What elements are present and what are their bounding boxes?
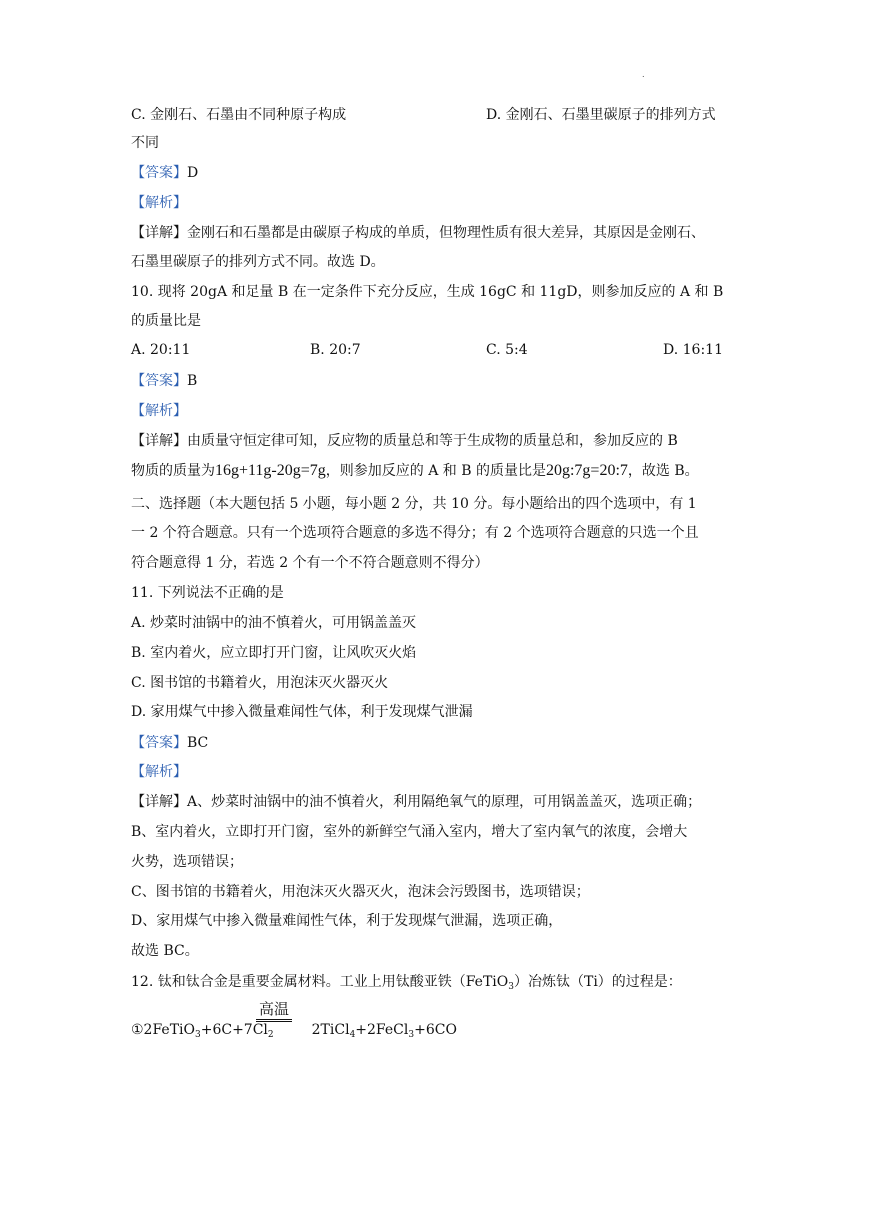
- answer-label: 【答案】: [131, 373, 187, 389]
- detail-label: 【详解】: [131, 794, 187, 810]
- equation-text: +2FeCl: [355, 1022, 409, 1038]
- q9-detail-line-2: 石墨里碳原子的排列方式不同。故选 D。: [131, 254, 385, 270]
- q10-option-b: B. 20:7: [310, 342, 361, 358]
- q10-analysis-label: 【解析】: [131, 403, 187, 419]
- q11-detail-line-6: 故选 BC。: [131, 943, 199, 959]
- condition-label: 高温: [258, 1000, 289, 1018]
- answer-value: D: [187, 165, 199, 181]
- q10-answer: [131, 371, 197, 391]
- q10-stem-line-2: 的质量比是: [131, 313, 201, 329]
- subscript: 3: [194, 1030, 201, 1040]
- answer-label: 【答案】: [131, 165, 187, 181]
- q12-equation-1: [131, 1020, 457, 1040]
- subscript: 3: [408, 1030, 415, 1040]
- q10-option-a: A. 20:11: [131, 342, 191, 358]
- math-expression: 16g+11g-20g=7g: [215, 462, 326, 479]
- answer-value: BC: [187, 735, 209, 751]
- q11-detail-line-5: D、家用煤气中掺入微量难闻性气体，利于发现煤气泄漏，选项正确，: [131, 913, 563, 929]
- stem-text: 12. 钛和钛合金是重要金属材料。工业上用钛酸亚铁（FeTiO: [131, 974, 509, 990]
- math-expression: 20g:7g=20:7: [545, 462, 628, 479]
- subscript: 2: [267, 1030, 274, 1040]
- detail-text: 金刚石和石墨都是由碳原子构成的单质，但物理性质有很大差异，其原因是金刚石、: [187, 225, 705, 241]
- q11-detail-line-4: C、图书馆的书籍着火，用泡沫灭火器灭火，泡沫会污毁图书，选项错误；: [131, 884, 590, 900]
- q11-option-a: A. 炒菜时油锅中的油不慎着火，可用锅盖盖灭: [131, 615, 417, 631]
- reaction-condition: [256, 1000, 292, 1022]
- equation-text: 2TiCl: [311, 1022, 350, 1038]
- page-mark: .: [642, 70, 645, 79]
- detail-text: 物质的质量为: [131, 463, 215, 479]
- detail-text: ，则参加反应的 A 和 B 的质量比是: [325, 463, 546, 479]
- q11-option-d: D. 家用煤气中掺入微量难闻性气体，利于发现煤气泄漏: [131, 704, 473, 720]
- q11-option-c: C. 图书馆的书籍着火，用泡沫灭火器灭火: [131, 675, 389, 691]
- section-2-header-line-1: 二、选择题（本大题包括 5 小题，每小题 2 分，共 10 分。每小题给出的四个选项中，有 1: [131, 496, 697, 512]
- q11-option-b: B. 室内着火，应立即打开门窗，让风吹灭火焰: [131, 645, 417, 661]
- q10-option-c: C. 5:4: [486, 342, 528, 358]
- q9-option-d: D. 金刚石、石墨里碳原子的排列方式: [486, 107, 716, 123]
- answer-value: B: [187, 373, 198, 389]
- subscript: 4: [349, 1030, 356, 1040]
- q10-detail-line-2: [131, 461, 699, 481]
- q9-option-c: C. 金刚石、石墨由不同种原子构成: [131, 107, 347, 123]
- q12-stem: [131, 972, 682, 992]
- q10-option-d: D. 16:11: [663, 342, 723, 358]
- stem-text: ）冶炼钛（Ti）的过程是：: [513, 974, 682, 990]
- q11-answer: [131, 733, 208, 753]
- detail-label: 【详解】: [131, 225, 187, 241]
- q11-detail-line-1: [131, 792, 701, 812]
- section-2-header-line-3: 符合题意得 1 分，若选 2 个有一个不符合题意则不得分）: [131, 555, 489, 571]
- q11-stem: 11. 下列说法不正确的是: [131, 585, 284, 601]
- q9-analysis-label: 【解析】: [131, 195, 187, 211]
- q9-option-d-continued: 不同: [131, 135, 159, 151]
- q10-detail-line-1: [131, 431, 678, 451]
- detail-label: 【详解】: [131, 433, 187, 449]
- equation-text: ①2FeTiO: [131, 1022, 195, 1038]
- section-2-header-line-2: 一 2 个符合题意。只有一个选项符合题意的多选不得分；有 2 个选项符合题意的只选一个且: [131, 525, 699, 541]
- q9-answer: [131, 163, 198, 183]
- q11-detail-line-3: 火势，选项错误；: [131, 854, 243, 870]
- detail-text: 由质量守恒定律可知，反应物的质量总和等于生成物的质量总和，参加反应的 B: [187, 433, 678, 449]
- q10-stem-line-1: 10. 现将 20gA 和足量 B 在一定条件下充分反应，生成 16gC 和 11gD，则参加反应的 A 和 B: [131, 284, 724, 300]
- answer-label: 【答案】: [131, 735, 187, 751]
- detail-text: ，故选 B。: [627, 463, 699, 479]
- equation-text: +6CO: [414, 1022, 457, 1038]
- q9-detail-line-1: [131, 223, 705, 243]
- detail-text: A、炒菜时油锅中的油不慎着火，利用隔绝氧气的原理，可用锅盖盖灭，选项正确；: [187, 794, 702, 810]
- q11-analysis-label: 【解析】: [131, 764, 187, 780]
- subscript: 3: [508, 982, 514, 992]
- equation-text: +6C+7Cl: [200, 1022, 268, 1038]
- q11-detail-line-2: B、室内着火，立即打开门窗，室外的新鲜空气涌入室内，增大了室内氧气的浓度，会增大: [131, 824, 688, 840]
